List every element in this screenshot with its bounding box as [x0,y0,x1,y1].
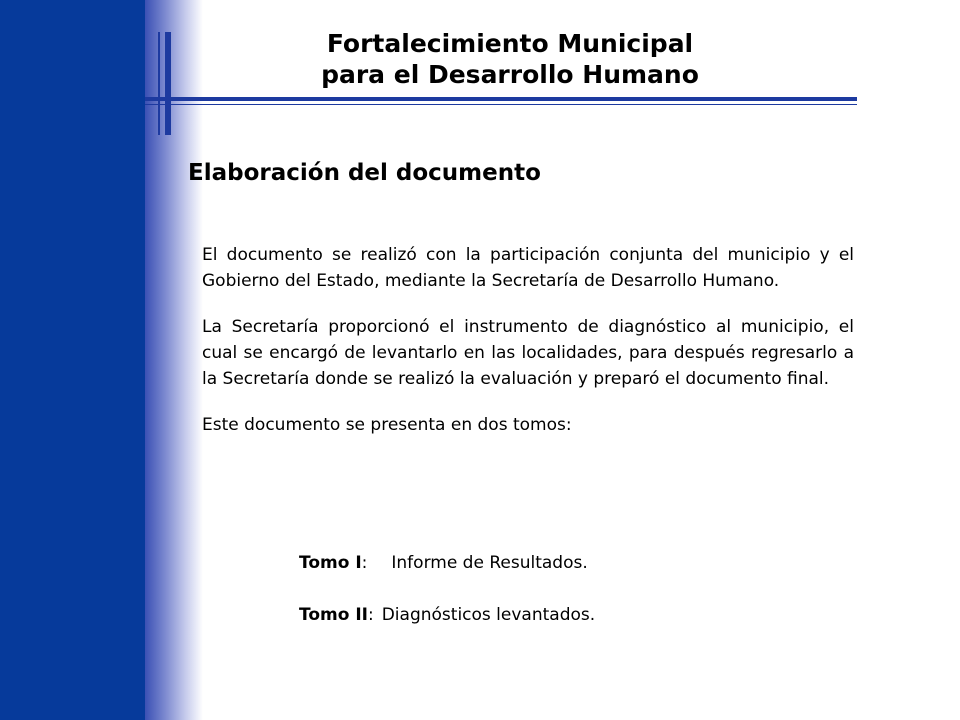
tomo-colon: : [367,605,374,625]
title-line-2: para el Desarrollo Humano [321,60,699,89]
title-line-1: Fortalecimiento Municipal [326,29,694,58]
list-item [299,602,595,628]
tomo-colon: : [361,553,368,573]
page-title [200,28,820,90]
vertical-accent-thick [165,32,171,135]
sidebar-band [0,0,145,720]
tomo-name: Tomo I [299,553,362,573]
horizontal-accent-thick [145,97,857,101]
list-item [299,550,595,576]
section-heading: Elaboración del documento [188,160,541,186]
body-text [202,242,854,458]
sidebar-gradient [145,0,203,720]
vertical-accent-thin [158,32,160,135]
paragraph-process: La Secretaría proporcionó el instrumento de diagnóstico al municipio, el cual se encargó de levantarlo en las localidades, para después regresarlo a la Secretaría donde se realizó la evaluación y preparó el documento final. [202,317,854,389]
tomo-description: Informe de Resultados. [391,553,588,573]
tomo-name: Tomo II [299,605,368,625]
paragraph-tomos-intro: Este documento se presenta en dos tomos: [202,415,572,435]
tomo-description: Diagnósticos levantados. [381,605,596,625]
tomos-list [299,550,595,628]
paragraph-participation: El documento se realizó con la participación conjunta del municipio y el Gobierno del Estado, mediante la Secretaría de Desarrollo Humano. [202,245,854,291]
horizontal-accent-thin [145,104,857,105]
